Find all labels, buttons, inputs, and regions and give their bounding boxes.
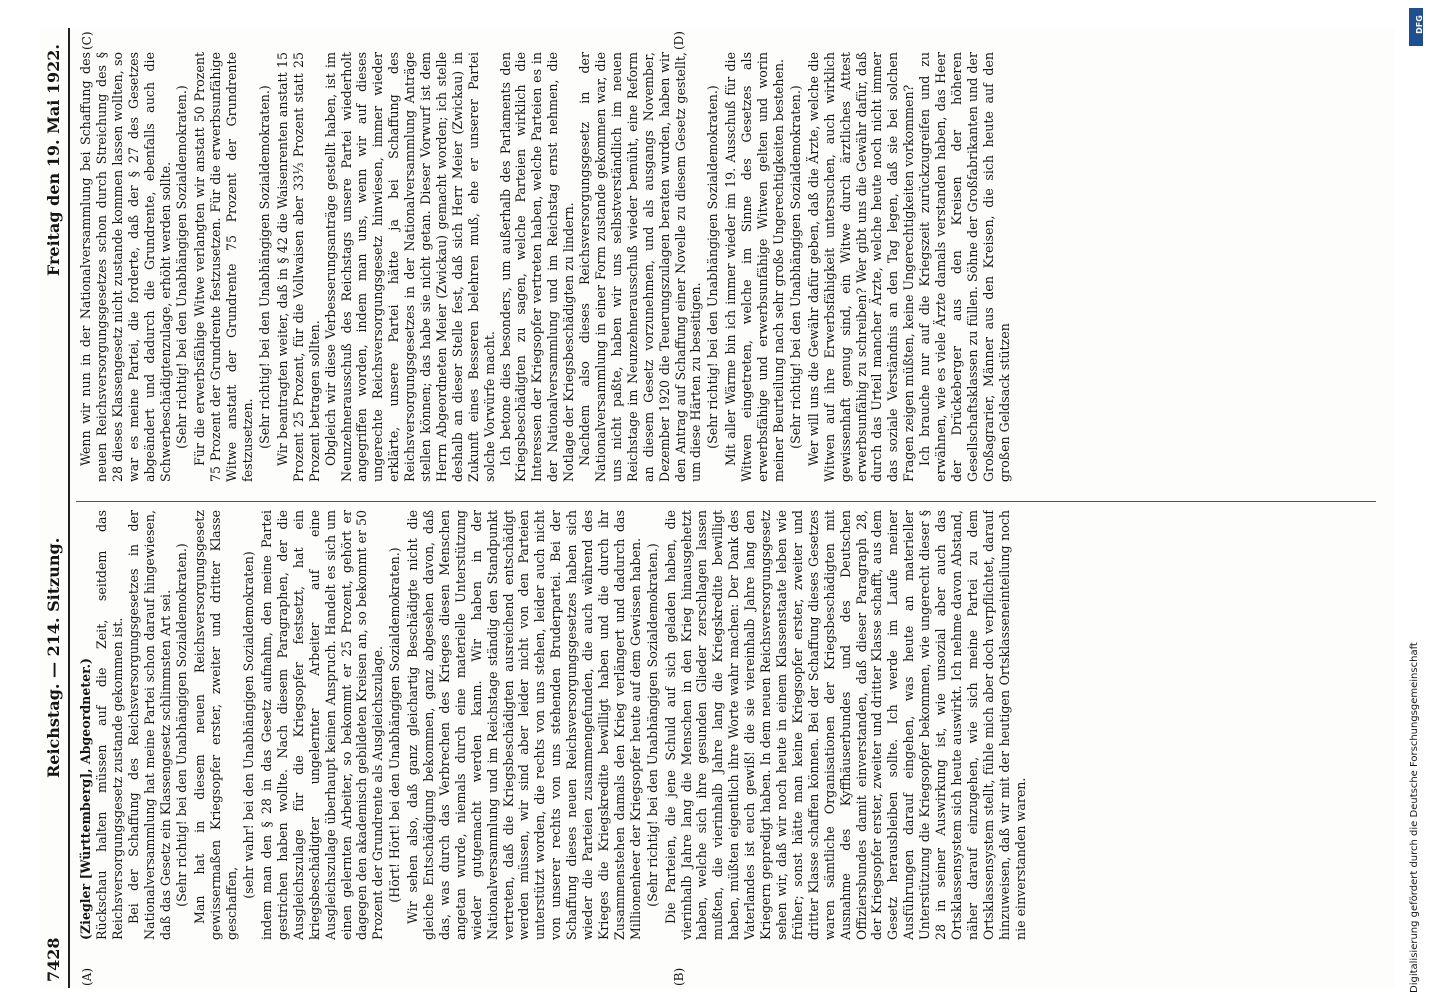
applause-note: (Hört! Hört! bei den Unabhängigen Sozialdemokraten.) [387,547,403,903]
paragraph: Rückschau halten müssen auf die Zeit, seitdem das Reichsversorgungsgesetz zustande gekommen ist. [93,510,125,940]
paragraph: indem man den § 28 in das Gesetz aufnahm, den meine Partei gestrichen haben wollte. Nach diesem Paragraphen, der die Ausgleichszulage für die Kriegsopfer festsetzt, hat ein kriegsbeschädigter ungelernter Arbeiter auf eine Ausgleichszulage überhaupt keinen Anspruch. Handelt es sich um einen gelernten Arbeiter, so bekommt er 25 Prozent, gehört er dagegen den akademisch gebildeten Kreisen an, so bekommt er 50 Prozent der Grundrente als Ausgleichszulage. [258,510,386,940]
page-header [40,28,68,988]
rotated-page-content [40,28,1395,988]
paragraph: Wir beantragten weiter, daß in § 42 die Waisenrenten anstatt 15 Prozent 25 Prozent, für die Vollwaisen aber 33⅓ Prozent statt 25 Prozent betragen sollten. [274,52,322,482]
applause-note: (Sehr richtig! bei den Unabhängigen Sozialdemokraten.) [644,543,660,907]
right-column [78,52,1378,482]
applause-note: (Sehr richtig! bei den Unabhängigen Sozialdemokraten.) [705,85,721,449]
applause-note: (Sehr richtig! bei den Unabhängigen Sozialdemokraten.) [174,543,190,907]
applause-note: (Sehr richtig! bei den Unabhängigen Sozialdemokraten.) [787,85,803,449]
paragraph: Ich betone dies besonders, um außerhalb des Parlaments den Kriegsbeschädigten zu sagen, welche Parteien wirklich die Interessen der Kriegsopfer vertreten haben, welche Parteien es in der Nationalversammlung und im Reichstag ernst nehmen, die Notlage der Kriegsbeschädigten zu lindern. [497,52,577,482]
margin-mark-a: (A) [80,967,94,986]
paragraph: Nachdem also dieses Reichsversorgungsgesetz in der Nationalversammlung in einer Form zustande gekommen war, die uns nicht paßte, haben wir uns selbstverständlich im neuen Reichstage im Neunzehnerausschuß wieder bemüht, eine Reform an diesem Gesetz vorzunehmen, und als ausgangs November, Dezember 1920 die Teuerungszulagen beraten wurden, haben wir den Antrag auf Schaffung einer Novelle zu diesem Gesetz gestellt, um diese Härten zu beseitigen. [577,52,704,482]
left-column [78,510,1378,940]
scanned-page [40,28,1395,988]
paragraph: Ich brauche nur auf die Kriegszeit zurückzugreifen und zu erwähnen, wie es viele Ärzte damals verstanden haben, das Heer der Drückeberger aus den Kreisen der höheren Gesellschaftsklassen zu füllen. Söhne der Großfabrikanten und der Großagrarier, Männer aus den Kreisen, die sich heute auf den großen Geldsack stützen [917,52,1012,482]
session-date: Freitag den 19. Mai 1922. [44,44,63,277]
paragraph: Mit aller Wärme bin ich immer wieder im 19. Ausschuß für die Witwen eingetreten, welche im Sinne des Gesetzes als erwerbsfähige und erwerbsunfähige Witwen gelten und worin meiner Beurteilung nach sehr große Ungerechtigkeiten bestehen. [723,52,786,482]
margin-mark-c: (C) [80,31,94,50]
page-number: 7428 [44,937,63,982]
applause-note: (Sehr richtig! bei den Unabhängigen Sozialdemokraten.) [174,85,190,449]
header-rule [68,28,70,988]
applause-note: (Sehr richtig! bei den Unabhängigen Sozialdemokraten.) [256,85,272,449]
margin-mark-b: (B) [672,967,686,986]
funding-notice: Digitalisierung gefördert durch die Deutsche Forschungsgemeinschaft [1409,642,1420,993]
dfg-footer [1401,8,1429,993]
paragraph: Wir sehen also, daß ganz gleichartig Beschädigte nicht die gleiche Entschädigung bekommen, ganz abgesehen davon, daß das, was durch das Verbrechen des Krieges diesen Menschen angetan wurde, niemals durch eine materielle Unterstützung wieder gutgemacht werden kann. Wir haben in der Nationalversammlung und im Reichstage ständig den Standpunkt vertreten, daß die Kriegsbeschädigten ausreichend entschädigt werden müssen, wir sind aber leider nicht von den Parteien unterstützt worden, die rechts von uns stehen, leider auch nicht von unserer rechts von uns stehenden Bruderpartei. Bei der Schaffung dieses neuen Reichsversorgungsgesetzes haben sich wieder die Parteien zusammengefunden, die auch während des Krieges die Kriegskredite bewilligt haben und die durch ihr Zusammenstehen damals den Krieg verlängert und dadurch das Millionenheer der Kriegsopfer heute auf dem Gewissen haben. [405,510,643,940]
column-divider [76,501,1376,502]
paragraph: Für die erwerbsfähige Witwe verlangten wir anstatt 50 Prozent 75 Prozent der Grundrente festzusetzen. Für die erwerbsunfähige Witwe anstatt der Grundrente 75 Prozent der Grundrente festzusetzen. [192,52,256,482]
paragraph: Die Parteien, die jene Schuld auf sich geladen haben, die vierinhalb Jahre lang die Menschen in den Krieg hinausgehetzt haben, welche sich ihre gesunden Glieder zerschlagen lassen mußten, die vierinhalb Jahre lang die Kriegskredite bewilligt haben, müßten eigentlich ihre Worte wahr machen: Der Dank des Vaterlandes ist euch gewiß! die sie viereinhalb Jahre lang den Kriegern gepredigt haben. In dem neuen Reichsversorgungsgesetz sehen wir, daß wir noch heute in einem Klassenstaate leben wie früher; sonst hätte man keine Kriegsopfer erster, zweiter und dritter Klasse schaffen können. Bei der Schaffung dieses Gesetzes waren sämtliche Organisationen der Kriegsbeschädigten mit Ausnahme des Kyffhäuserbundes und des Deutschen Offiziersbundes damit einverstanden, daß dieser Paragraph 28, der Kriegsopfer erster, zweiter und dritter Klasse schafft, aus dem Gesetz herausbleiben sollte. Ich werde im Laufe meiner Ausführungen darauf eingehen, was heute an materieller Unterstützung die Kriegsopfer bekommen, wie ungerecht dieser § 28 in seiner Auswirkung ist, wie unsozial aber auch das Ortsklassensystem sich heute auswirkt. Ich nehme davon Abstand, näher darauf einzugehen, wie sich meine Partei zu dem Ortsklassensystem stellt, fühle mich aber doch verpflichtet, darauf hinzuweisen, daß wir mit der heutigen Ortsklasseneinteilung noch nie einverstanden waren. [662,510,1028,940]
paragraph: Bei der Schaffung des Reichsversorgungsgesetzes in der Nationalversammlung hat meine Partei schon darauf hingewiesen, daß das Gesetz ein Klassengesetz schlimmsten Art sei. [125,510,173,940]
margin-mark-d: (D) [672,31,686,50]
paragraph: Man hat in diesem neuen Reichsversorgungsgesetz gewissermaßen Kriegsopfer erster, zweiter und dritter Klasse geschaffen, [192,510,240,940]
dfg-logo-icon: DFG [1409,8,1423,46]
speaker-label: (Ziegler [Württemberg], Abgeordneter.) [78,658,93,940]
session-title: Reichstag. — 214. Sitzung. [44,537,63,778]
applause-note: (sehr wahr! bei den Unabhängigen Sozialdemokraten) [241,551,257,899]
paragraph: Wenn wir nun in der Nationalversammlung bei Schaffung des neuen Reichsversorgungsgesetzes schon durch Streichung des § 28 dieses Klassengesetz nicht zustande kommen lassen wollten, so war es meine Partei, die forderte, daß der § 27 des Gesetzes abgeändert und dadurch die Grundrente, ebenfalls auch die Schwerbeschädigtenzulage, erhöht werden sollte. [78,52,173,482]
paragraph: Wer will uns die Gewähr dafür geben, daß die Ärzte, welche die Witwen auf ihre Erwerbsfähigkeit untersuchen, auch wirklich gewissenhaft genug sind, ein Witwe durch ärztliches Attest erwerbsunfähig zu schreiben? Wer gibt uns die Gewähr dafür, daß durch das Urteil mancher Ärzte, welche heute noch nicht immer das soziale Verständnis an den Tag legen, daß sie bei solchen Fragen zeigen müßten, keine Ungerechtigkeiten vorkommen? [805,52,917,482]
paragraph: Obgleich wir diese Verbesserungsanträge gestellt haben, ist im Neunzehnerausschuß des Reichstags unsere Partei wiederholt angegriffen worden, indem man uns, wenn wir auf dieses ungerechte Reichsversorgungsgesetz hinwiesen, immer wieder erklärte, unsere Partei hätte ja bei Schaffung des Reichsversorgungsgesetzes in der Nationalversammlung Anträge stellen können; das habe sie nicht getan. Dieser Vorwurf ist dem Herrn Abgeordneten Meier (Zwickau) gemacht worden; ich stelle deshalb an dieser Stelle fest, daß sich Herr Meier (Zwickau) in Zukunft eines Besseren belehren muß, ehe er unserer Partei solche Vorwürfe macht. [322,52,497,482]
